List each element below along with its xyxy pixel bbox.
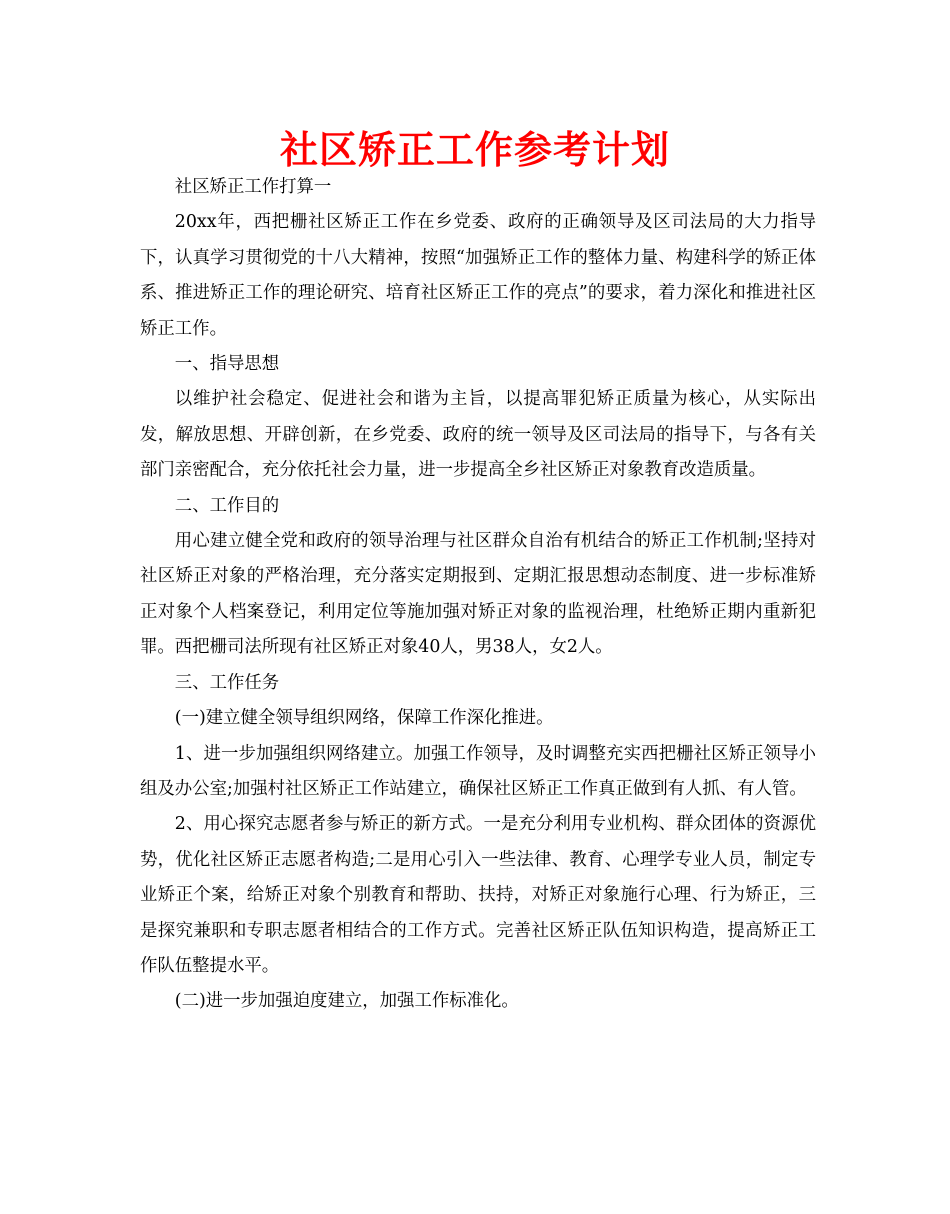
sub-heading: (一)建立健全领导组织网络，保障工作深化推进。 bbox=[174, 708, 554, 729]
section-heading: 社区矫正工作打算一 bbox=[174, 177, 332, 197]
section-heading: 三、工作任务 bbox=[174, 672, 280, 693]
document-body bbox=[140, 170, 816, 1020]
paragraph: 以维护社会稳定、促进社会和谐为主旨，以提高罪犯矫正质量为核心，从实际出发，解放思想、开辟创新，在乡党委、政府的统一领导及区司法局的指导下，与各有关部门亲密配合，充分依托社会力量，进一步提高全乡社区矫正对象教育改造质量。 bbox=[140, 389, 816, 481]
sub-heading: (二)进一步加强迫度建立，加强工作标准化。 bbox=[174, 991, 519, 1012]
paragraph: 20xx年，西把栅社区矫正工作在乡党委、政府的正确领导及区司法局的大力指导下，认真学习贯彻党的十八大精神，按照“加强矫正工作的整体力量、构建科学的矫正体系、推进矫正工作的理论研究、培育社区矫正工作的亮点”的要求，着力深化和推进社区矫正工作。 bbox=[140, 212, 816, 339]
paragraph: 用心建立健全党和政府的领导治理与社区群众自治有机结合的矫正工作机制;坚持对社区矫正对象的严格治理，充分落实定期报到、定期汇报思想动态制度、进一步标准矫正对象个人档案登记，利用定位等施加强对矫正对象的监视治理，杜绝矫正期内重新犯罪。西把栅司法所现有社区矫正对象40人，男38人，女2人。 bbox=[140, 531, 816, 658]
section-heading: 一、指导思想 bbox=[174, 354, 280, 375]
document-title: 社区矫正工作参考计划 bbox=[279, 127, 670, 172]
section-heading: 二、工作目的 bbox=[174, 495, 280, 516]
paragraph: 1、进一步加强组织网络建立。加强工作领导，及时调整充实西把栅社区矫正领导小组及办公室;加强村社区矫正工作站建立，确保社区矫正工作真正做到有人抓、有人管。 bbox=[140, 743, 816, 799]
paragraph: 2、用心探究志愿者参与矫正的新方式。一是充分利用专业机构、群众团体的资源优势，优化社区矫正志愿者构造;二是用心引入一些法律、教育、心理学专业人员，制定专业矫正个案，给矫正对象个别教育和帮助、扶持，对矫正对象施行心理、行为矫正，三是探究兼职和专职志愿者相结合的工作方式。完善社区矫正队伍知识构造，提高矫正工作队伍整提水平。 bbox=[140, 814, 816, 976]
